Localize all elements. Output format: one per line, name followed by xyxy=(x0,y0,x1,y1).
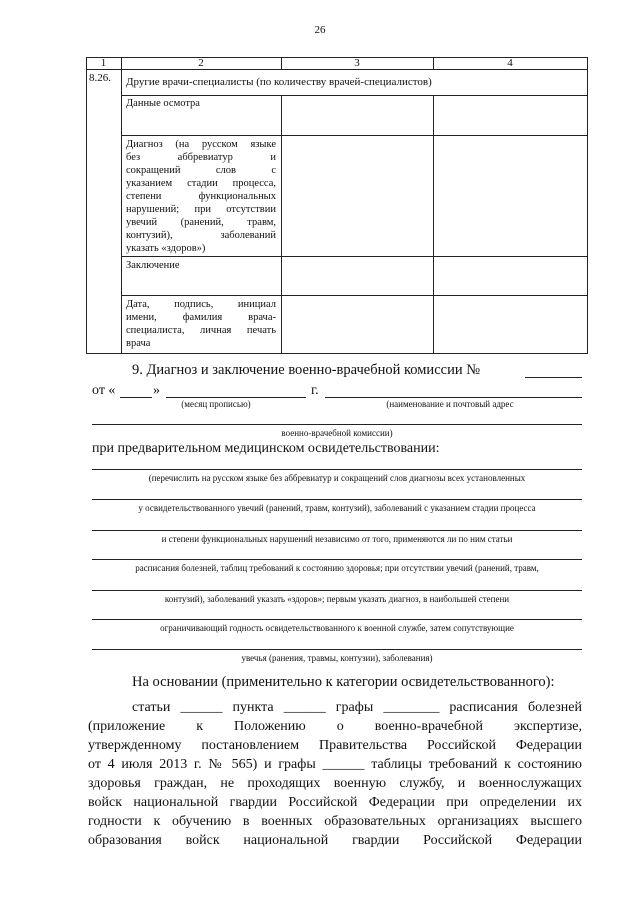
day-field[interactable] xyxy=(120,397,152,398)
diagnosis-field[interactable] xyxy=(92,469,582,470)
signature-line: имени, фамилия врача- xyxy=(126,312,276,323)
month-field[interactable] xyxy=(166,397,306,398)
diagnosis-line: указанием стадии процесса, xyxy=(126,178,276,189)
paragraph-word: национальной xyxy=(243,833,329,848)
paragraph-word: к xyxy=(196,719,204,734)
date-prefix: от « xyxy=(92,383,116,398)
paragraph-word: о xyxy=(336,719,344,734)
caption-commission-name-cont: военно-врачебной комиссии) xyxy=(281,428,393,438)
diagnosis-line: указать «здоров») xyxy=(126,243,206,254)
diagnosis-field[interactable] xyxy=(92,499,582,500)
paragraph-line xyxy=(88,833,582,849)
diagnosis-line: без аббревиатур и xyxy=(126,152,276,163)
signature-line: специалиста, личная печать xyxy=(126,325,276,336)
paragraph-text: здоровья граждан, не проходящих военную службу, и военнослужащих xyxy=(88,776,582,791)
instruction-line: (перечислить на русском языке без аббревиатур и сокращений слов диагнозы всех установленных xyxy=(148,473,526,483)
instruction-line: контузий), заболеваний указать «здоров»; первым указать диагноз, в наибольшей степени xyxy=(164,594,510,604)
page-number: 26 xyxy=(314,24,326,36)
section-title: Другие врачи-специалисты (по количеству врачей-специалистов) xyxy=(126,76,432,88)
preliminary-exam-text: при предварительном медицинском освидетельствовании: xyxy=(92,441,440,456)
diagnosis-line: сокращений слов с xyxy=(126,165,276,176)
paragraph-line xyxy=(88,795,582,811)
paragraph-text: войск национальной гвардии Российской Федерации при определении их xyxy=(88,795,582,810)
paragraph-word: Федерации xyxy=(515,833,583,848)
paragraph-word: образования xyxy=(88,833,162,848)
diagnosis-line: контузий), заболеваний xyxy=(126,230,276,241)
diagnosis-field[interactable] xyxy=(92,559,582,560)
commission-address-field[interactable] xyxy=(325,397,582,398)
caption-month: (месяц прописью) xyxy=(181,399,251,409)
exam-data-label: Данные осмотра xyxy=(126,98,200,109)
diagnosis-field[interactable] xyxy=(92,619,582,620)
basis-heading: На основании (применительно к категории освидетельствованного): xyxy=(132,674,555,690)
table-rule xyxy=(587,57,588,354)
paragraph-line xyxy=(88,776,582,792)
instruction-line: у освидетельствованного увечий (ранений, травм, контузий), заболеваний с указанием стадии процесса xyxy=(138,503,536,513)
diagnosis-field[interactable] xyxy=(92,530,582,531)
signature-line: Дата, подпись, инициал xyxy=(126,299,276,310)
paragraph-word: Положению xyxy=(234,719,306,734)
diagnosis-field[interactable] xyxy=(92,590,582,591)
table-rule xyxy=(121,135,588,136)
section-9-heading: 9. Диагноз и заключение военно-врачебной комиссии № xyxy=(132,362,481,378)
col-header-1: 1 xyxy=(100,57,107,69)
paragraph-word: гвардии xyxy=(352,833,400,848)
col-header-2: 2 xyxy=(198,57,204,69)
signature-label xyxy=(126,298,276,350)
col-header-3: 3 xyxy=(354,57,360,69)
paragraph-line xyxy=(88,738,582,754)
table-rule xyxy=(433,95,434,354)
table-rule xyxy=(86,353,588,354)
paragraph-word: военно-врачебной xyxy=(374,719,483,734)
table-rule xyxy=(281,95,282,354)
table-rule xyxy=(121,57,122,354)
conclusion-label: Заключение xyxy=(126,260,180,271)
paragraph-word: (приложение xyxy=(88,719,166,734)
row-number: 8.26. xyxy=(89,72,111,84)
table-rule xyxy=(121,295,588,296)
commission-number-field[interactable] xyxy=(525,377,582,378)
paragraph-word: экспертизе, xyxy=(513,719,583,734)
date-quote-close: » xyxy=(153,383,160,398)
paragraph-text: от 4 июля 2013 г. № 565) и графы ______ таблицы требований к состоянию xyxy=(88,757,582,772)
paragraph-line xyxy=(88,757,582,773)
instruction-line: ограничивающий годность освидетельствованного к военной службе, затем сопутствующие xyxy=(160,623,514,633)
paragraph-line xyxy=(88,814,582,830)
diagnosis-line: степени функциональных xyxy=(126,191,276,202)
table-rule xyxy=(121,95,588,96)
paragraph-line xyxy=(88,719,582,735)
table-rule xyxy=(86,69,588,70)
diagnosis-line: Диагноз (на русском языке xyxy=(126,139,276,150)
commission-address-field-2[interactable] xyxy=(92,424,582,425)
table-rule xyxy=(86,57,87,354)
paragraph-text: статьи ______ пункта ______ графы ________ расписания болезней xyxy=(132,700,582,715)
caption-commission-name: (наименование и почтовый адрес xyxy=(386,399,514,409)
diagnosis-line: нарушений; при отсутствии xyxy=(126,204,276,215)
year-suffix: г. xyxy=(311,383,319,398)
paragraph-line xyxy=(132,700,582,716)
paragraph-word: войск xyxy=(185,833,220,848)
paragraph-text: годности к обучению в военных образовательных организациях высшего xyxy=(88,814,582,829)
instruction-line: и степени функциональных нарушений независимо от того, применяются ли по ним статьи xyxy=(161,534,513,544)
diagnosis-field[interactable] xyxy=(92,649,582,650)
paragraph-text: утвержденному постановлением Правительства Российской Федерации xyxy=(88,738,582,753)
instruction-line: увечья (ранения, травмы, контузии), заболевания) xyxy=(241,653,433,663)
diagnosis-label xyxy=(126,138,276,255)
instruction-line: расписания болезней, таблиц требований к состоянию здоровья; при отсутствии увечий (ранений, травм, xyxy=(135,563,539,573)
paragraph-word: Российской xyxy=(423,833,493,848)
signature-line: врача xyxy=(126,338,151,349)
col-header-4: 4 xyxy=(507,57,513,69)
diagnosis-line: увечий (ранений, травм, xyxy=(126,217,276,228)
table-rule xyxy=(121,256,588,257)
